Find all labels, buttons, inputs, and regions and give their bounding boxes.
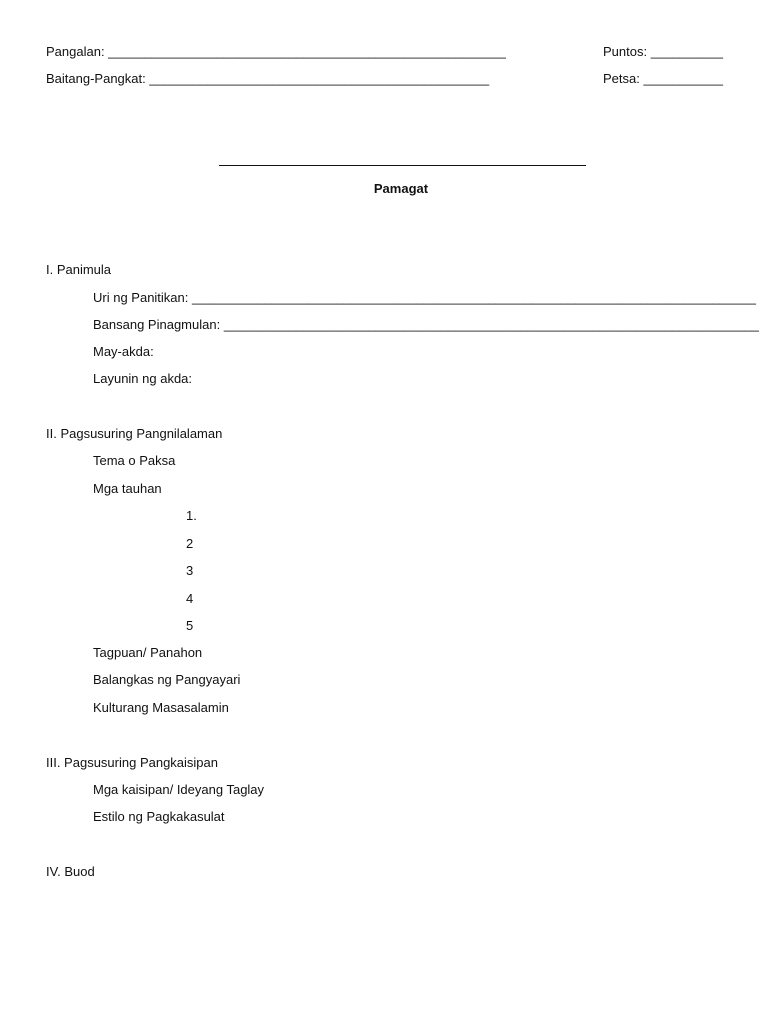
score-field[interactable]: Puntos: __________: [603, 44, 723, 59]
setting-label: Tagpuan/ Panahon: [93, 645, 203, 660]
section-heading-pangnilalaman: II. Pagsusuring Pangnilalaman: [46, 426, 223, 441]
character-item: 1.: [186, 508, 197, 523]
character-item: 3: [186, 563, 194, 578]
section-heading-buod: IV. Buod: [46, 864, 95, 879]
character-item: 2: [186, 536, 194, 551]
page-title: Pamagat: [373, 181, 429, 196]
date-field[interactable]: Petsa: ___________: [603, 71, 723, 86]
character-item: 5: [186, 618, 194, 633]
culture-label: Kulturang Masasalamin: [93, 700, 229, 715]
section-heading-panimula: I. Panimula: [46, 262, 112, 277]
theme-label: Tema o Paksa: [93, 453, 176, 468]
name-field[interactable]: Pangalan: _______________________________________________________: [46, 44, 506, 59]
country-of-origin-field[interactable]: Bansang Pinagmulan: __________________________________________________________________________: [93, 317, 759, 332]
purpose-label: Layunin ng akda:: [93, 371, 193, 386]
writing-style-label: Estilo ng Pagkakasulat: [93, 809, 225, 824]
grade-section-field[interactable]: Baitang-Pangkat: _______________________________________________: [46, 71, 490, 86]
character-item: 4: [186, 591, 194, 606]
plot-outline-label: Balangkas ng Pangyayari: [93, 672, 241, 687]
title-blank-line[interactable]: [219, 165, 586, 166]
characters-label: Mga tauhan: [93, 481, 162, 496]
section-heading-pangkaisipan: III. Pagsusuring Pangkaisipan: [46, 755, 218, 770]
author-label: May-akda:: [93, 344, 154, 359]
ideas-label: Mga kaisipan/ Ideyang Taglay: [93, 782, 265, 797]
literary-type-field[interactable]: Uri ng Panitikan: ______________________________________________________________________________: [93, 290, 756, 305]
